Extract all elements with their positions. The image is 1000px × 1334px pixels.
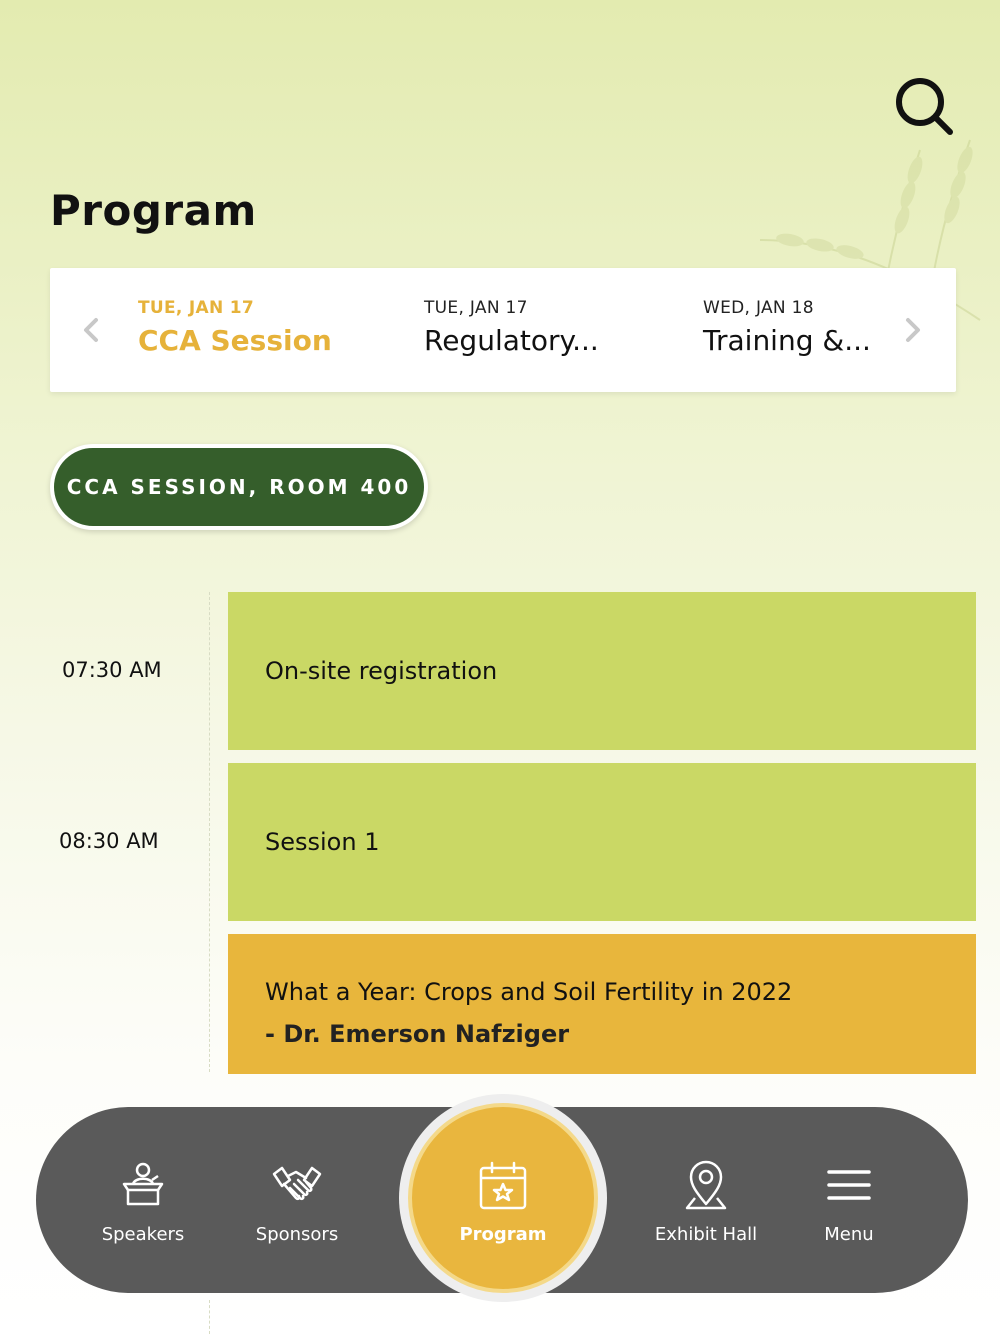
day-tab-training[interactable] <box>703 298 871 357</box>
speaker-podium-icon <box>118 1160 168 1210</box>
day-date: TUE, JAN 17 <box>138 298 254 318</box>
tab-menu[interactable] <box>818 1160 880 1245</box>
session-title: On-site registration <box>265 657 498 685</box>
session-title: Session 1 <box>265 828 380 856</box>
search-icon <box>892 74 956 138</box>
tab-exhibit-hall[interactable] <box>652 1160 760 1245</box>
previous-day-button[interactable] <box>72 310 112 350</box>
chevron-right-icon <box>892 310 932 350</box>
timeline-divider <box>209 592 210 1072</box>
session-speaker: - Dr. Emerson Nafziger <box>265 1020 570 1048</box>
day-name: CCA Session <box>138 324 332 357</box>
day-name: Training &... <box>703 324 871 357</box>
day-date: WED, JAN 18 <box>703 298 814 318</box>
tab-label: Program <box>459 1223 547 1245</box>
next-day-button[interactable] <box>892 310 932 350</box>
tab-label: Sponsors <box>255 1224 339 1245</box>
tab-program[interactable] <box>399 1094 607 1302</box>
day-name: Regulatory... <box>424 324 599 357</box>
tab-sponsors[interactable] <box>252 1160 342 1245</box>
day-tab-cca-session[interactable] <box>138 298 332 357</box>
calendar-star-icon <box>477 1160 529 1212</box>
day-selector <box>50 268 956 392</box>
session-card[interactable] <box>228 934 976 1074</box>
session-card[interactable] <box>228 592 976 750</box>
session-title: What a Year: Crops and Soil Fertility in 2022 <box>265 978 793 1006</box>
day-date: TUE, JAN 17 <box>424 298 528 318</box>
session-time: 07:30 AM <box>62 658 162 682</box>
session-card[interactable] <box>228 763 976 921</box>
session-time: 08:30 AM <box>59 829 159 853</box>
room-filter-button[interactable]: CCA SESSION, ROOM 400 <box>50 444 428 530</box>
tab-label: Speakers <box>101 1224 185 1245</box>
hamburger-menu-icon <box>824 1160 874 1210</box>
tab-speakers[interactable] <box>100 1160 186 1245</box>
map-pin-icon <box>681 1160 731 1210</box>
search-button[interactable] <box>892 74 956 138</box>
program-tab-active <box>408 1103 598 1293</box>
tab-label: Menu <box>824 1224 874 1245</box>
chevron-left-icon <box>72 310 112 350</box>
timeline-divider <box>209 1300 210 1334</box>
day-tab-regulatory[interactable] <box>424 298 599 357</box>
handshake-icon <box>272 1160 322 1210</box>
page-title: Program <box>50 186 257 235</box>
tab-label: Exhibit Hall <box>654 1224 758 1245</box>
